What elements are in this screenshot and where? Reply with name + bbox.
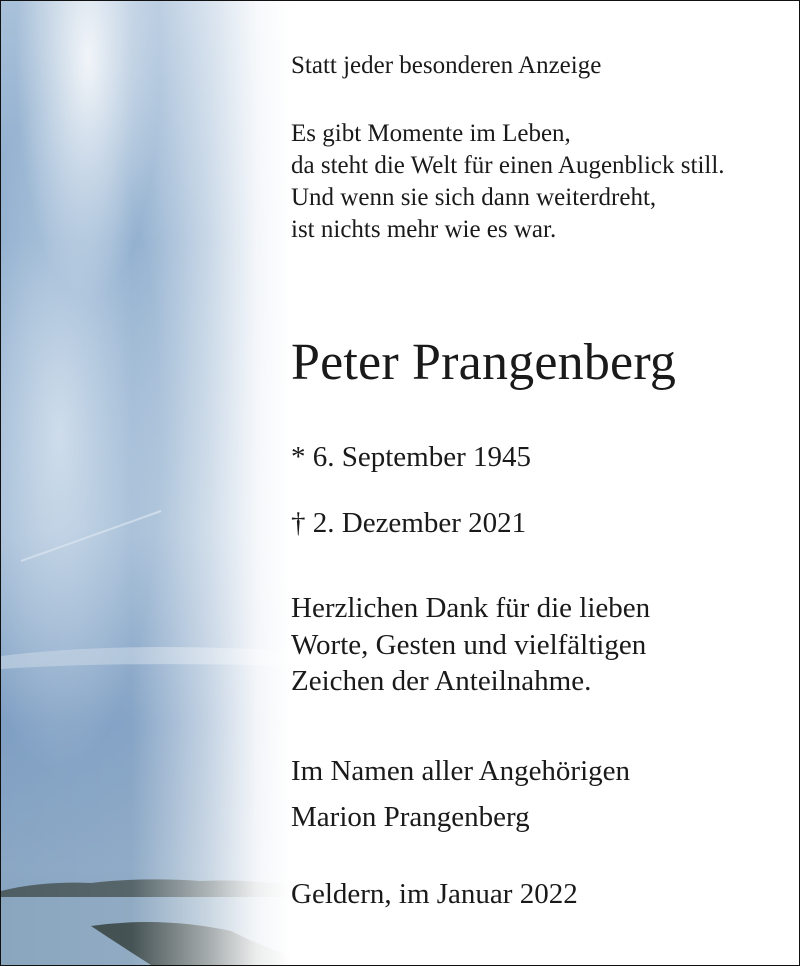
poem-line: Es gibt Momente im Leben, bbox=[291, 120, 571, 147]
text-column bbox=[291, 1, 796, 965]
sky-sea-photo bbox=[1, 1, 291, 965]
header-line: Statt jeder besonderen Anzeige bbox=[291, 52, 602, 79]
poem-line: da steht die Welt für einen Augenblick still. bbox=[291, 152, 725, 179]
poem-line: ist nichts mehr wie es war. bbox=[291, 216, 557, 243]
deceased-name: Peter Prangenberg bbox=[291, 334, 677, 391]
thanks-line: Herzlichen Dank für die lieben bbox=[291, 592, 651, 624]
signature-intro: Im Namen aller Angehörigen bbox=[291, 755, 631, 787]
birth-date: * 6. September 1945 bbox=[291, 441, 532, 473]
thanks-line: Zeichen der Anteilnahme. bbox=[291, 665, 592, 697]
place-date: Geldern, im Januar 2022 bbox=[291, 878, 578, 910]
poem-line: Und wenn sie sich dann weiterdreht, bbox=[291, 184, 657, 211]
thanks-line: Worte, Gesten und vielfältigen bbox=[291, 629, 647, 661]
death-date: † 2. Dezember 2021 bbox=[291, 507, 527, 539]
signature-name: Marion Prangenberg bbox=[291, 801, 530, 833]
